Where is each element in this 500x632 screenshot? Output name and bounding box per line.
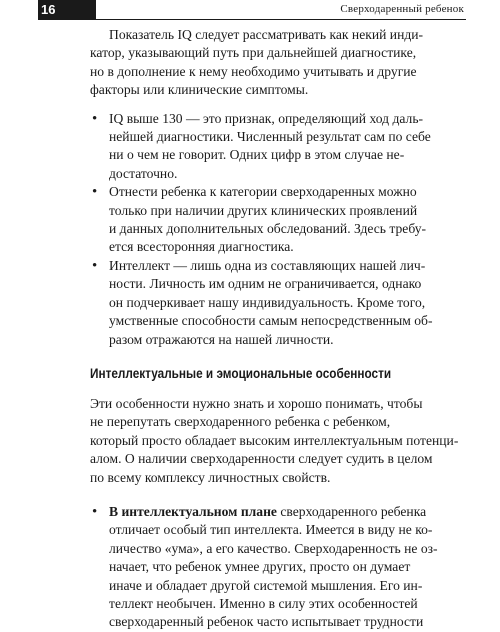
bold-term: В интеллектуальном плане — [109, 503, 277, 519]
list-item — [90, 503, 438, 632]
text-line: сверходаренный ребенок часто испытывает трудности — [109, 614, 424, 630]
bullet-icon: • — [92, 257, 98, 274]
list-item — [90, 110, 431, 184]
text-line: ни о чем не говорит. Одних цифр в этом случае не- — [109, 147, 405, 163]
text-line: факторы или клинические симптомы. — [90, 82, 309, 98]
text-line: иначе и обладает другой системой мышления. Его ин- — [109, 577, 423, 593]
text-line: отличает особый тип интеллекта. Имеется в виду не ко- — [109, 522, 433, 538]
text-line — [109, 503, 427, 521]
text-line: Показатель IQ следует рассматривать как некий инди- — [109, 27, 424, 42]
text-line: Отнести ребенка к категории сверходаренных можно — [109, 184, 417, 200]
bullet-list-1 — [90, 110, 433, 349]
page-content — [90, 26, 459, 632]
text-line: ется всесторонняя диагностика. — [109, 239, 294, 255]
section-heading: Интеллектуальные и эмоциональные особенности — [90, 365, 392, 381]
text-line: и данных дополнительных обследований. Здесь требу- — [109, 221, 427, 237]
text-line: Интеллект — лишь одна из составляющих нашей лич- — [109, 257, 426, 273]
text-line: разом отражаются на нашей личности. — [109, 331, 334, 347]
text-line: по всему комплексу личностных свойств. — [90, 469, 331, 485]
text-line: который просто обладает высоким интеллектуальным потенци- — [90, 432, 459, 448]
bullet-icon: • — [92, 503, 98, 520]
text-line: только при наличии других клинических проявлений — [109, 202, 418, 218]
text-fragment: сверходаренного ребенка — [276, 503, 427, 519]
intro-paragraph — [90, 26, 424, 100]
text-line: он подчеркивает нашу индивидуальность. Кроме того, — [109, 294, 426, 310]
text-line: IQ выше 130 — это признак, определяющий ход даль- — [109, 110, 424, 126]
bullet-icon: • — [92, 110, 98, 127]
section-paragraph — [90, 395, 459, 487]
text-line: не перепутать сверходаренного ребенка с ребенком, — [90, 414, 391, 430]
text-line: умственные способности самым непосредственным об- — [109, 313, 433, 329]
text-line: Эти особенности нужно знать и хорошо понимать, чтобы — [90, 395, 423, 411]
running-title: Сверходаренный ребенок — [96, 0, 466, 20]
text-line: теллект необычен. Именно в силу этих особенностей — [109, 595, 418, 611]
text-line: катор, указывающий путь при дальнейшей диагностике, — [90, 45, 417, 61]
list-item — [90, 257, 433, 349]
text-line: но в дополнение к нему необходимо учитывать и другие — [90, 63, 417, 79]
text-line: достаточно. — [109, 165, 178, 181]
text-line: алом. О наличии сверходаренности следует судить в целом — [90, 451, 433, 467]
text-line: нейшей диагностики. Численный результат сам по себе — [109, 129, 431, 145]
text-line: ности. Личность им одним не ограничивается, однако — [109, 276, 422, 292]
text-line: начает, что ребенок умнее других, просто он думает — [109, 559, 411, 575]
text-line: личество «ума», а его качество. Сверходаренность не оз- — [109, 540, 438, 556]
page-number: 16 — [38, 0, 96, 20]
list-item — [90, 183, 427, 257]
bullet-list-2 — [90, 503, 438, 632]
bullet-icon: • — [92, 184, 98, 201]
